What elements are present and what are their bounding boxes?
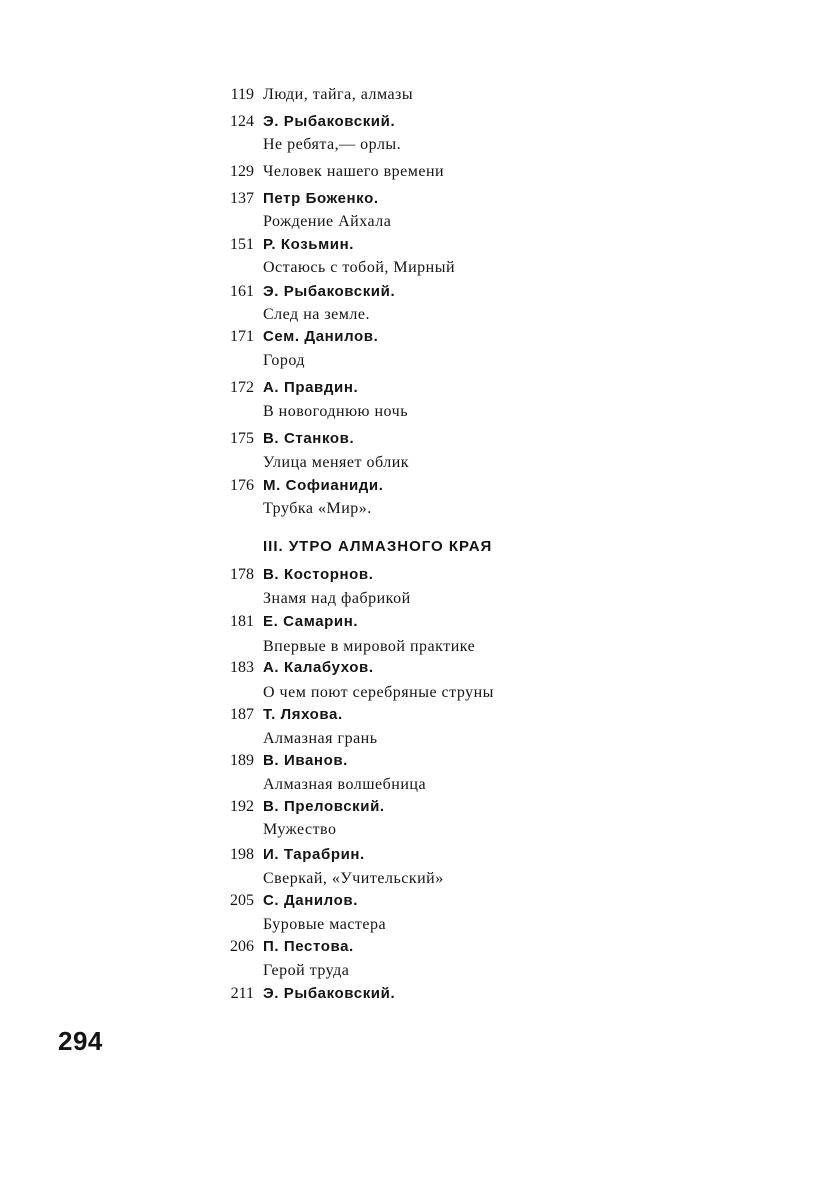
page-ref: 198	[230, 846, 254, 863]
entry-title: Знамя над фабрикой	[263, 590, 411, 607]
page-ref: 151	[230, 236, 254, 253]
entry-author: В. Косторнов.	[263, 566, 374, 583]
entry-title: Улица меняет облик	[263, 454, 410, 471]
section-heading: III. УТРО АЛМАЗНОГО КРАЯ	[263, 538, 493, 555]
page-ref: 137	[230, 190, 254, 207]
entry-title: Трубка «Мир».	[263, 500, 372, 517]
entry-author: М. Софианиди.	[263, 477, 384, 494]
page-ref: 175	[230, 430, 254, 447]
page-ref: 205	[230, 892, 254, 909]
entry-author: Э. Рыбаковский.	[263, 283, 396, 300]
entry-title: Сверкай, «Учительский»	[263, 870, 444, 887]
entry-title: Герой труда	[263, 962, 350, 979]
entry-author: В. Станков.	[263, 430, 355, 447]
entry-author: Е. Самарин.	[263, 613, 359, 630]
page-ref: 187	[230, 706, 254, 723]
entry-author: В. Преловский.	[263, 798, 385, 815]
page-ref: 189	[230, 752, 254, 769]
entry-title: Остаюсь с тобой, Мирный	[263, 259, 456, 276]
entry-title: Алмазная волшебница	[263, 776, 427, 793]
entry-author: А. Калабухов.	[263, 659, 374, 676]
entry-title: Город	[263, 352, 306, 369]
page-ref: 119	[230, 86, 254, 103]
entry-author: П. Пестова.	[263, 938, 354, 955]
entry-title: В новогоднюю ночь	[263, 403, 408, 420]
entry-author: Петр Боженко.	[263, 190, 379, 207]
page-ref: 172	[230, 379, 254, 396]
page-ref: 171	[230, 328, 254, 345]
entry-author: Т. Ляхова.	[263, 706, 343, 723]
entry-title: Буровые мастера	[263, 916, 387, 933]
entry-title: След на земле.	[263, 306, 370, 323]
entry-author: Сем. Данилов.	[263, 328, 379, 345]
entry-title: Человек нашего времени	[263, 163, 445, 180]
entry-author: С. Данилов.	[263, 892, 358, 909]
page-ref: 192	[230, 798, 254, 815]
entry-author: И. Тарабрин.	[263, 846, 365, 863]
page-ref: 206	[230, 938, 254, 955]
page-number: 294	[58, 1026, 103, 1056]
entry-title: О чем поют серебряные струны	[263, 684, 494, 701]
entry-author: Э. Рыбаковский.	[263, 113, 396, 130]
entry-title: Мужество	[263, 821, 337, 838]
page-ref: 178	[230, 566, 254, 583]
page-ref: 161	[230, 283, 254, 300]
entry-title: Люди, тайга, алмазы	[263, 86, 414, 103]
page-ref: 129	[230, 163, 254, 180]
entry-author: Э. Рыбаковский.	[263, 985, 396, 1002]
page-ref: 183	[230, 659, 254, 676]
page-ref: 176	[230, 477, 254, 494]
entry-title: Впервые в мировой практике	[263, 638, 476, 655]
page-ref: 124	[230, 113, 254, 130]
entry-title: Не ребята,— орлы.	[263, 136, 402, 153]
page-ref: 211	[230, 985, 254, 1002]
entry-title: Алмазная грань	[263, 730, 378, 747]
entry-title: Рождение Айхала	[263, 213, 392, 230]
entry-author: А. Правдин.	[263, 379, 359, 396]
entry-author: Р. Козьмин.	[263, 236, 355, 253]
entry-author: В. Иванов.	[263, 752, 348, 769]
page-ref: 181	[230, 613, 254, 630]
